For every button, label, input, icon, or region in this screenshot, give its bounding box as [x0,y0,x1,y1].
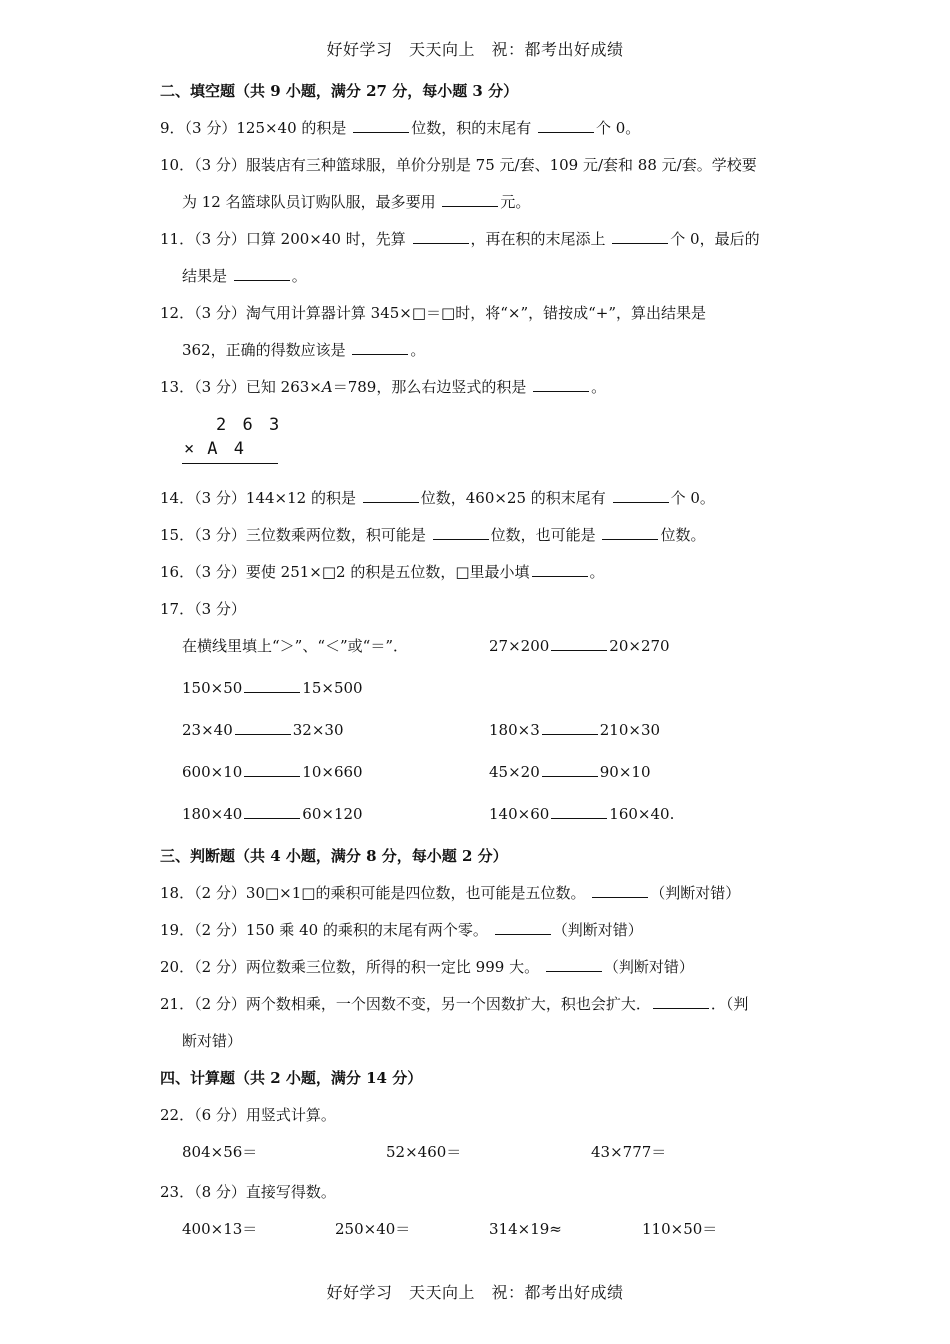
q14-text-b: 位数，460×25 的积末尾有 [420,489,611,507]
q10-text-a: 为 12 名篮球队员订购队服，最多要用 [182,193,441,211]
question-14 [160,485,800,522]
q23-items [160,1216,800,1256]
q14-text-c: 个 0。 [670,489,715,507]
multiply-sign: × [184,439,198,459]
section-calculation-title: 四、计算题（共 2 小题，满分 14 分） [160,1069,423,1087]
q9-text-a: 9．（3 分）125×40 的积是 [160,119,352,137]
q15-text-a: 15．（3 分）三位数乘两位数，积可能是 [160,526,431,544]
q17-expr: 45×20 [489,763,540,781]
question-20 [160,954,800,991]
q21-text-a: 21．（2 分）两个数相乘，一个因数不变，另一个因数扩大，积也会扩大． [160,995,651,1013]
q13-variable: A [321,378,333,396]
page-footer: 好好学习 天天向上 祝：都考出好成绩 [326,1283,624,1302]
question-16 [160,559,800,596]
q17-compare-right [489,759,651,785]
question-10-line-2 [160,189,800,226]
question-17-head: 17．（3 分） [160,600,246,618]
q17-expr: 180×40 [182,805,243,823]
q17-row-0 [160,633,800,675]
q20-text-b: （判断对错） [603,958,694,976]
page-header: 好好学习 天天向上 祝：都考出好成绩 [326,40,624,59]
vertical-top-number: 2 6 3 [216,415,283,435]
q15-text-c: 位数。 [660,526,706,544]
q17-row-3 [160,759,800,801]
q18-text-b: （判断对错） [650,884,741,902]
q17-compare-right [489,633,670,659]
q18-blank[interactable] [592,881,648,898]
q13-text-b: ＝789，那么右边竖式的积是 [332,378,532,396]
q13-text-c: 。 [591,378,607,396]
q17-expr: 180×3 [489,721,540,739]
q17-blank[interactable] [542,760,598,777]
question-23-head: 23．（8 分）直接写得数。 [160,1183,336,1201]
q19-blank[interactable] [495,918,551,935]
q17-expr: 210×30 [599,721,661,739]
vertical-rule [182,463,278,464]
q15-blank-2[interactable] [602,523,658,540]
q17-expr: 15×500 [302,679,363,697]
q11-blank-3[interactable] [234,264,290,281]
question-11-line-2 [160,263,800,300]
q17-compare-right [489,717,660,743]
question-21-line-2: 断对错） [182,1032,243,1050]
q18-text-a: 18．（2 分）30□×1□的乘积可能是四位数，也可能是五位数。 [160,884,591,902]
q17-compare-left [182,721,344,739]
q17-blank[interactable] [235,718,291,735]
q17-compare-right [489,801,674,827]
vertical-bottom-row [184,439,247,459]
q17-expr: 60×120 [302,805,363,823]
q17-blank[interactable] [551,802,607,819]
calc-item: 804×56＝ [182,1143,258,1161]
q17-expr: 90×10 [599,763,651,781]
q17-blank[interactable] [244,802,300,819]
q17-row-2 [160,717,800,759]
q14-blank-2[interactable] [613,486,669,503]
question-13 [160,374,800,411]
q21-blank[interactable] [653,992,709,1009]
question-10-line-1: 10．（3 分）服装店有三种篮球服，单价分别是 75 元/套、109 元/套和 88 元/套。学校要 [160,156,757,174]
q11-text-d: 结果是 [182,267,232,285]
q11-text-a: 11．（3 分）口算 200×40 时，先算 [160,230,411,248]
q17-blank[interactable] [244,760,300,777]
q17-expr: 600×10 [182,763,243,781]
q15-text-b: 位数，也可能是 [490,526,601,544]
q17-expr: 140×60 [489,805,550,823]
q14-blank-1[interactable] [363,486,419,503]
calc-item: 314×19≈ [489,1220,562,1238]
q9-text-b: 位数，积的末尾有 [411,119,536,137]
calc-item: 52×460＝ [386,1143,462,1161]
q17-compare-left [182,679,363,697]
q10-blank[interactable] [442,190,498,207]
question-18 [160,880,800,917]
q19-text-a: 19．（2 分）150 乘 40 的乘积的末尾有两个零。 [160,921,493,939]
q9-blank-2[interactable] [538,116,594,133]
q20-text-a: 20．（2 分）两位数乘三位数，所得的积一定比 999 大。 [160,958,544,976]
q12-blank[interactable] [352,338,408,355]
q17-expr: 20×270 [609,637,670,655]
q22-items [160,1139,800,1179]
question-9 [160,115,800,152]
vertical-multiplication [182,411,800,485]
question-12-line-1: 12．（3 分）淘气用计算器计算 345×□＝□时，将“×”，错按成“+”，算出结果是 [160,304,707,322]
q17-compare-left [182,763,363,781]
q13-blank[interactable] [533,375,589,392]
q17-blank[interactable] [551,634,607,651]
question-15 [160,522,800,559]
q9-text-c: 个 0。 [595,119,641,137]
q9-blank-1[interactable] [353,116,409,133]
q17-blank[interactable] [542,718,598,735]
section-fill-blank-title: 二、填空题（共 9 小题，满分 27 分，每小题 3 分） [160,82,519,100]
q13-text-a: 13．（3 分）已知 263× [160,378,322,396]
q16-text-b: 。 [589,563,605,581]
calc-item: 43×777＝ [591,1143,667,1161]
q11-blank-2[interactable] [612,227,668,244]
q17-blank[interactable] [244,676,300,693]
exam-content [160,78,800,1256]
calc-item: 400×13＝ [182,1220,258,1238]
q10-text-b: 元。 [500,193,531,211]
q20-blank[interactable] [546,955,602,972]
q17-expr: 10×660 [302,763,363,781]
section-judgement-title: 三、判断题（共 4 小题，满分 8 分，每小题 2 分） [160,847,508,865]
q21-text-b: ．（判 [710,995,749,1013]
question-22-head: 22．（6 分）用竖式计算。 [160,1106,336,1124]
q17-instruction: 在横线里填上“＞”、“＜”或“＝”． [182,637,409,655]
q17-expr: 23×40 [182,721,233,739]
q15-blank-1[interactable] [433,523,489,540]
q16-text-a: 16．（3 分）要使 251×□2 的积是五位数，□里最小填 [160,563,530,581]
q11-blank-1[interactable] [413,227,469,244]
question-12-line-2 [160,337,800,374]
question-21-line-1 [160,991,800,1028]
q19-text-b: （判断对错） [552,921,643,939]
q11-text-c: 个 0，最后的 [670,230,760,248]
q16-blank[interactable] [532,560,588,577]
q17-row-4 [160,801,800,843]
q17-expr: 32×30 [292,721,344,739]
calc-item: 250×40＝ [335,1220,411,1238]
q17-expr: 160×40. [609,805,675,823]
q12-text-b: 。 [410,341,426,359]
q11-text-e: 。 [291,267,307,285]
vertical-bottom-number: A 4 [207,439,247,459]
q12-text-a: 362，正确的得数应该是 [182,341,351,359]
q14-text-a: 14．（3 分）144×12 的积是 [160,489,361,507]
question-19 [160,917,800,954]
q17-row-1 [160,675,800,717]
question-11-line-1 [160,226,800,263]
q17-compare-left [182,805,363,823]
calc-item: 110×50＝ [642,1220,718,1238]
q17-expr: 150×50 [182,679,243,697]
q17-expr: 27×200 [489,637,550,655]
q11-text-b: ，再在积的末尾添上 [470,230,611,248]
